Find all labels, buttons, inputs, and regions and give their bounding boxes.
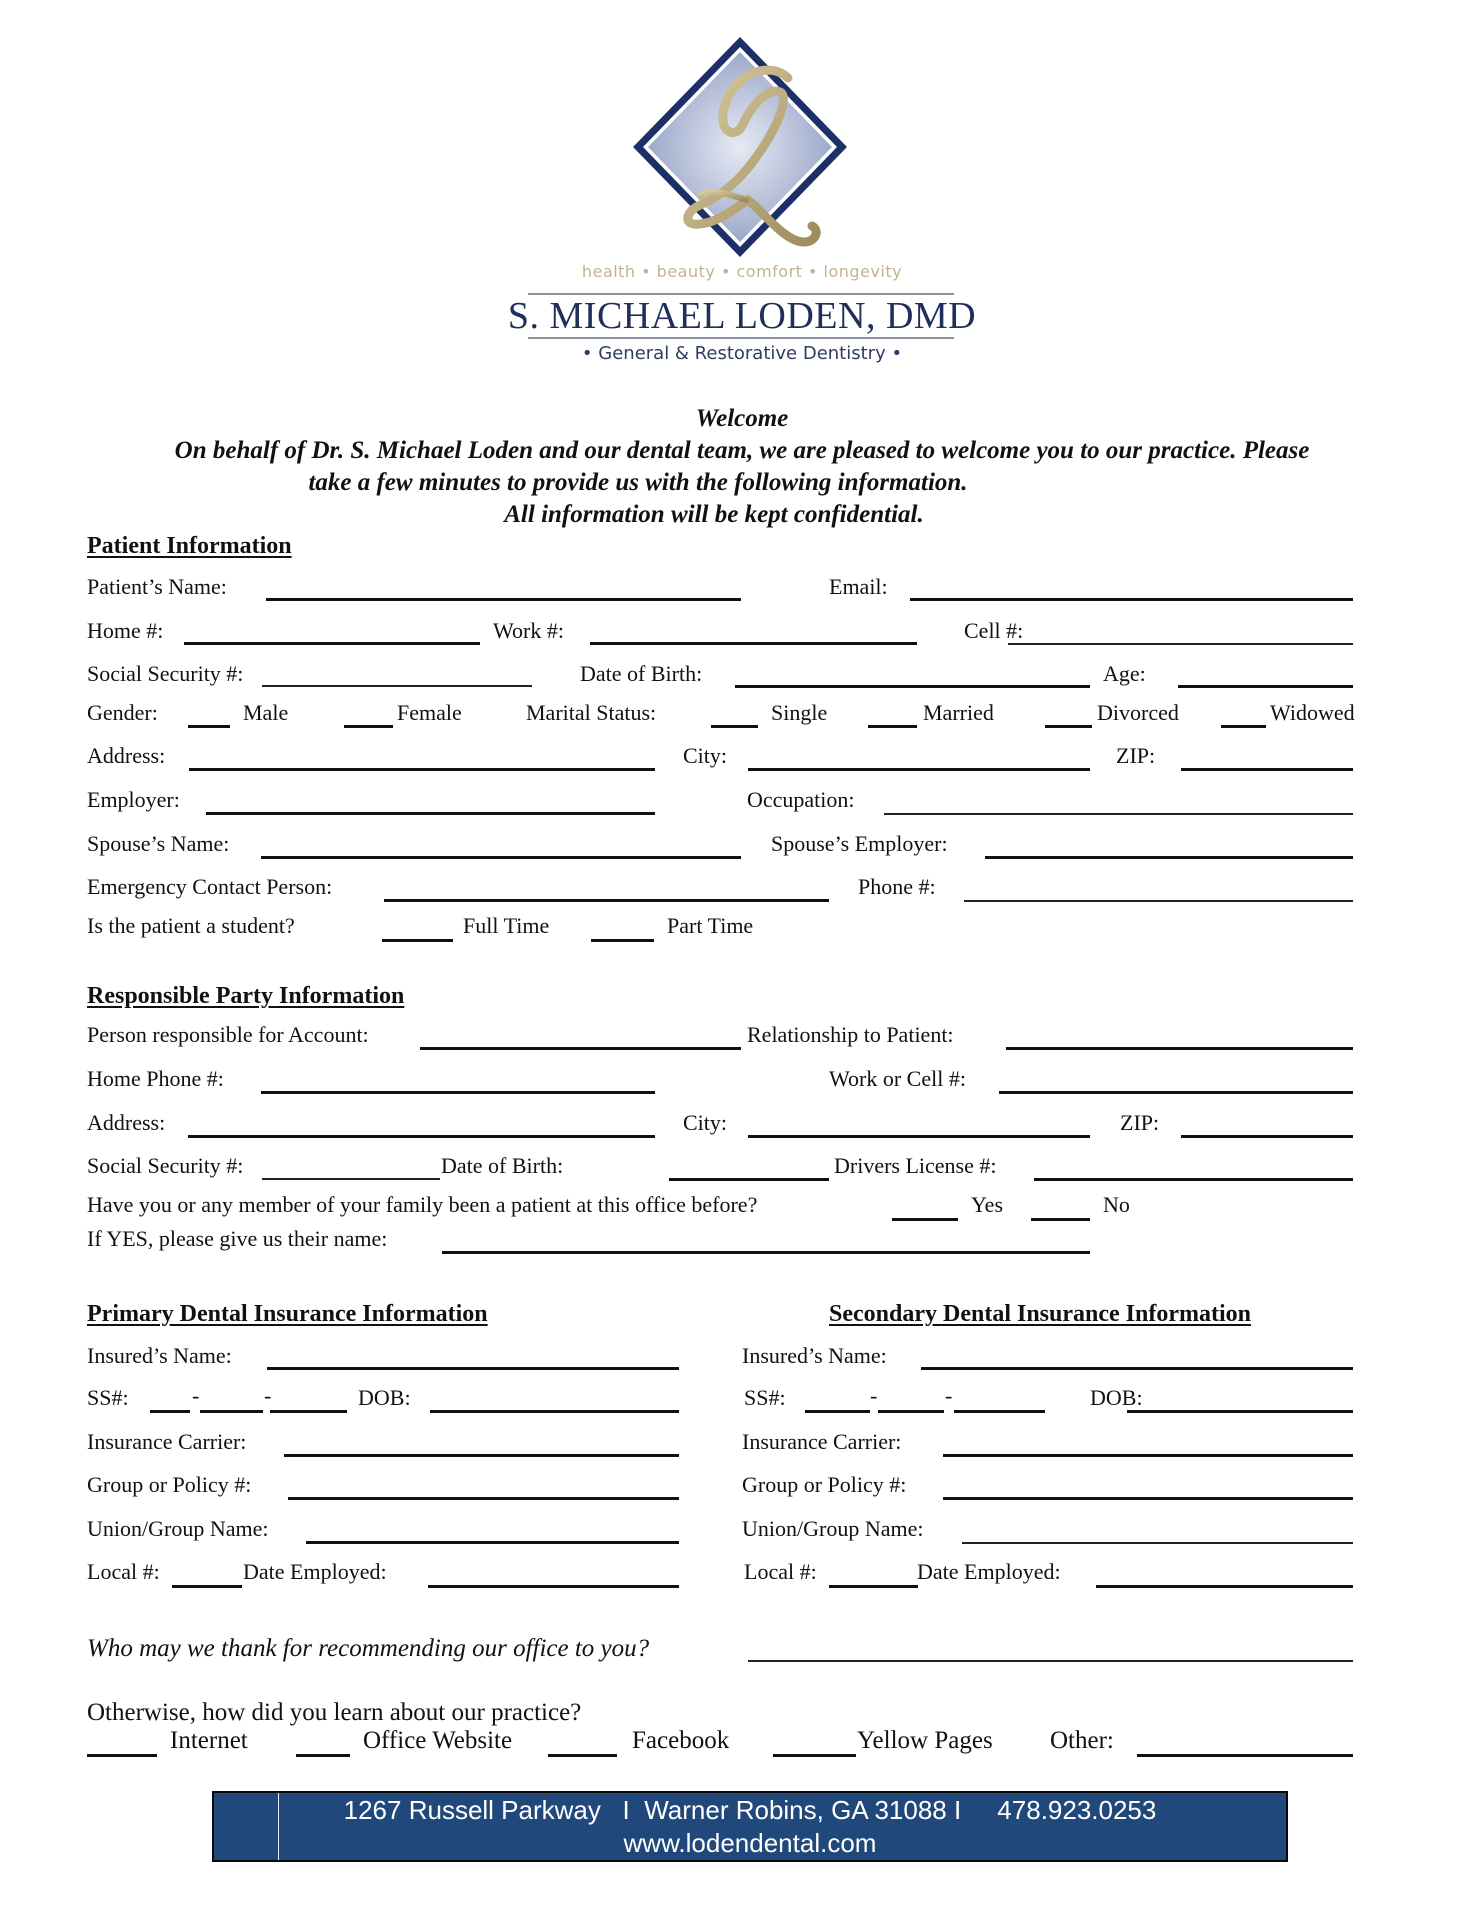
checkbox-facebook[interactable] (548, 1754, 617, 1757)
monogram-diamond-icon (620, 30, 860, 270)
field-secondary-date-employed[interactable] (1096, 1585, 1353, 1588)
label-rp-city: City: (683, 1110, 728, 1135)
field-secondary-carrier[interactable] (943, 1454, 1353, 1457)
label-prior-patient: Have you or any member of your family been a patient at this office before? (87, 1192, 758, 1217)
field-rp-home-phone[interactable] (261, 1091, 655, 1094)
welcome-line-2: take a few minutes to provide us with the following information. (308, 469, 968, 496)
label-secondary-dob: DOB: (1090, 1385, 1143, 1410)
field-email[interactable] (910, 598, 1353, 601)
checkbox-internet[interactable] (87, 1754, 157, 1757)
label-if-yes-name: If YES, please give us their name: (87, 1226, 388, 1251)
label-secondary-ss: SS#: (744, 1385, 786, 1410)
label-widowed: Widowed (1270, 700, 1355, 725)
field-zip[interactable] (1181, 768, 1353, 771)
section-header-patient: Patient Information (87, 533, 292, 559)
label-primary-insured-name: Insured’s Name: (87, 1343, 232, 1368)
field-dob[interactable] (735, 685, 1090, 688)
label-responsible-person: Person responsible for Account: (87, 1022, 369, 1047)
field-spouse-employer[interactable] (985, 856, 1353, 859)
label-emergency-contact: Emergency Contact Person: (87, 874, 333, 899)
label-married: Married (923, 700, 994, 725)
field-referral-name[interactable] (748, 1660, 1353, 1662)
ss-dash: - (264, 1383, 272, 1408)
field-rp-address[interactable] (188, 1135, 655, 1138)
label-female: Female (397, 700, 462, 725)
label-occupation: Occupation: (747, 787, 855, 812)
label-spouse-employer: Spouse’s Employer: (771, 831, 948, 856)
field-primary-ss-part1[interactable] (150, 1410, 190, 1413)
checkbox-full-time[interactable] (382, 939, 453, 942)
label-secondary-union-group: Union/Group Name: (742, 1516, 924, 1541)
label-rp-dob: Date of Birth: (441, 1153, 564, 1178)
field-age[interactable] (1178, 685, 1353, 688)
label-relationship: Relationship to Patient: (747, 1022, 954, 1047)
label-email: Email: (829, 574, 888, 599)
field-rp-dob[interactable] (669, 1178, 829, 1181)
label-emergency-phone: Phone #: (858, 874, 936, 899)
field-work-phone[interactable] (590, 642, 917, 645)
label-cell-phone: Cell #: (964, 618, 1024, 643)
field-secondary-local[interactable] (829, 1585, 918, 1588)
label-male: Male (243, 700, 289, 725)
field-rp-ssn[interactable] (262, 1178, 440, 1180)
label-rp-address: Address: (87, 1110, 166, 1135)
field-secondary-ss-part1[interactable] (805, 1410, 870, 1413)
checkbox-single[interactable] (711, 725, 758, 728)
label-yellow-pages: Yellow Pages (857, 1727, 993, 1754)
field-cell-phone[interactable] (1008, 643, 1353, 645)
field-secondary-insured-name[interactable] (921, 1367, 1353, 1370)
label-secondary-date-employed: Date Employed: (917, 1559, 1061, 1584)
label-employer: Employer: (87, 787, 180, 812)
welcome-line-3: All information will be kept confidential. (504, 501, 924, 528)
field-rp-work-cell[interactable] (999, 1091, 1353, 1094)
field-if-yes-name[interactable] (442, 1251, 1090, 1254)
field-other[interactable] (1137, 1754, 1353, 1757)
field-home-phone[interactable] (184, 642, 480, 645)
label-patient-name: Patient’s Name: (87, 574, 227, 599)
ss-dash: - (870, 1383, 878, 1408)
footer-website: www.lodendental.com (623, 1828, 877, 1858)
label-student: Is the patient a student? (87, 913, 295, 938)
welcome-title: Welcome (695, 405, 789, 432)
label-primary-union-group: Union/Group Name: (87, 1516, 269, 1541)
footer-contact-bar (212, 1791, 1288, 1862)
checkbox-yellow-pages[interactable] (773, 1754, 856, 1757)
label-address: Address: (87, 743, 166, 768)
label-no: No (1103, 1192, 1130, 1217)
label-primary-date-employed: Date Employed: (243, 1559, 387, 1584)
label-yes: Yes (971, 1192, 1004, 1217)
label-part-time: Part Time (667, 913, 754, 938)
label-primary-ss: SS#: (87, 1385, 129, 1410)
field-primary-dob[interactable] (430, 1410, 679, 1413)
field-primary-date-employed[interactable] (428, 1585, 679, 1588)
field-secondary-ss-part2[interactable] (878, 1410, 944, 1413)
field-primary-ss-part3[interactable] (270, 1410, 347, 1413)
checkbox-divorced[interactable] (1045, 725, 1092, 728)
field-primary-local[interactable] (172, 1585, 242, 1588)
field-rp-city[interactable] (748, 1135, 1090, 1138)
section-header-primary-insurance: Primary Dental Insurance Information (87, 1301, 488, 1327)
label-zip: ZIP: (1116, 743, 1156, 768)
welcome-line-1: On behalf of Dr. S. Michael Loden and our dental team, we are pleased to welcome you to our practice. Please (174, 437, 1310, 464)
checkbox-prior-no[interactable] (1031, 1218, 1090, 1221)
label-single: Single (771, 700, 828, 725)
ss-dash: - (192, 1383, 200, 1408)
checkbox-married[interactable] (868, 725, 917, 728)
label-city: City: (683, 743, 728, 768)
field-secondary-dob[interactable] (1127, 1410, 1353, 1413)
label-ssn: Social Security #: (87, 661, 244, 686)
field-employer[interactable] (206, 812, 655, 815)
label-rp-ssn: Social Security #: (87, 1153, 244, 1178)
label-secondary-group-policy: Group or Policy #: (742, 1472, 907, 1497)
label-rp-zip: ZIP: (1120, 1110, 1160, 1135)
label-rp-home-phone: Home Phone #: (87, 1066, 224, 1091)
logo-rule-bottom (528, 337, 954, 339)
checkbox-male[interactable] (188, 725, 230, 728)
section-header-secondary-insurance: Secondary Dental Insurance Information (829, 1301, 1252, 1327)
field-secondary-group-policy[interactable] (943, 1497, 1353, 1500)
label-secondary-carrier: Insurance Carrier: (742, 1429, 902, 1454)
label-primary-local: Local #: (87, 1559, 160, 1584)
checkbox-widowed[interactable] (1221, 725, 1266, 728)
field-emergency-phone[interactable] (964, 900, 1353, 902)
label-gender: Gender: (87, 700, 158, 725)
checkbox-part-time[interactable] (591, 939, 654, 942)
label-dob: Date of Birth: (580, 661, 703, 686)
label-primary-dob: DOB: (358, 1385, 411, 1410)
label-referral-question: Who may we thank for recommending our office to you? (87, 1635, 650, 1662)
label-learn-question: Otherwise, how did you learn about our practice? (87, 1699, 582, 1726)
field-patient-name[interactable] (266, 598, 741, 601)
practice-logo (620, 30, 860, 270)
field-secondary-ss-part3[interactable] (954, 1410, 1045, 1413)
field-address[interactable] (189, 768, 655, 771)
label-other: Other: (1050, 1727, 1114, 1754)
practice-name: S. MICHAEL LODEN, DMD (507, 295, 977, 337)
label-age: Age: (1103, 661, 1146, 686)
field-relationship[interactable] (1006, 1047, 1353, 1050)
field-primary-group-policy[interactable] (288, 1497, 679, 1500)
label-primary-carrier: Insurance Carrier: (87, 1429, 247, 1454)
label-divorced: Divorced (1097, 700, 1179, 725)
field-primary-insured-name[interactable] (267, 1367, 679, 1370)
label-work-phone: Work #: (493, 618, 564, 643)
label-secondary-insured-name: Insured’s Name: (742, 1343, 887, 1368)
label-rp-work-cell: Work or Cell #: (829, 1066, 966, 1091)
logo-tagline: health • beauty • comfort • longevity (581, 262, 903, 281)
checkbox-prior-yes[interactable] (892, 1218, 958, 1221)
label-full-time: Full Time (463, 913, 550, 938)
practice-subtitle: • General & Restorative Dentistry • (581, 343, 903, 364)
ss-dash: - (945, 1383, 953, 1408)
label-primary-group-policy: Group or Policy #: (87, 1472, 252, 1497)
footer-address: 1267 Russell Parkway I Warner Robins, GA 31088 I 478.923.0253 (343, 1795, 1157, 1825)
label-spouse-name: Spouse’s Name: (87, 831, 230, 856)
label-secondary-local: Local #: (744, 1559, 817, 1584)
field-ssn[interactable] (262, 685, 532, 687)
label-internet: Internet (170, 1727, 248, 1754)
field-secondary-union-group[interactable] (962, 1542, 1353, 1544)
field-occupation[interactable] (884, 813, 1353, 815)
field-city[interactable] (748, 768, 1090, 771)
checkbox-female[interactable] (344, 725, 393, 728)
field-primary-union-group[interactable] (306, 1541, 679, 1544)
field-responsible-person[interactable] (420, 1047, 741, 1050)
checkbox-office-website[interactable] (296, 1754, 350, 1757)
label-office-website: Office Website (363, 1727, 513, 1754)
field-emergency-contact[interactable] (384, 899, 829, 902)
field-primary-carrier[interactable] (284, 1454, 679, 1457)
label-facebook: Facebook (632, 1727, 730, 1754)
label-marital-status: Marital Status: (526, 700, 657, 725)
field-drivers-license[interactable] (1034, 1178, 1353, 1181)
label-home-phone: Home #: (87, 618, 164, 643)
section-header-responsible-party: Responsible Party Information (87, 983, 405, 1009)
label-drivers-license: Drivers License #: (834, 1153, 997, 1178)
field-spouse-name[interactable] (261, 856, 741, 859)
field-primary-ss-part2[interactable] (200, 1410, 263, 1413)
field-rp-zip[interactable] (1181, 1135, 1353, 1138)
